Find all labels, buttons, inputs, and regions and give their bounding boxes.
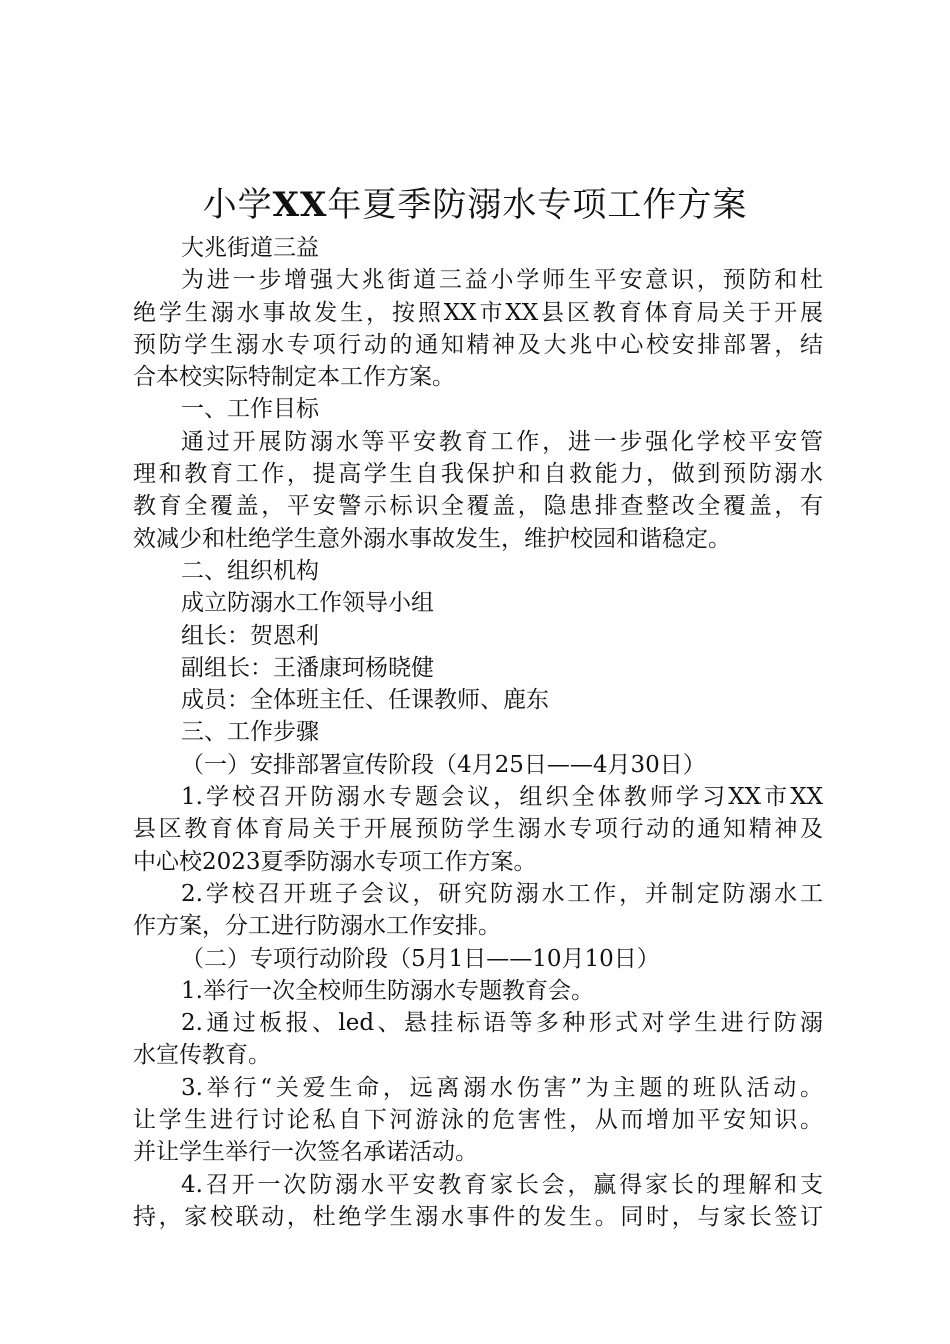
- paragraph-line: 理和教育工作，提高学生自我保护和自救能力，做到预防溺水: [133, 461, 823, 488]
- subsection-heading: （一）安排部署宣传阶段（4月25日——4月30日）: [181, 751, 706, 778]
- document-body: [133, 232, 823, 1233]
- title-prefix: 小学: [202, 185, 273, 225]
- paragraph-line: 教育全覆盖，平安警示标识全覆盖，隐患排查整改全覆盖，有: [133, 493, 823, 520]
- paragraph-line: 中心校2023夏季防溺水专项工作方案。: [133, 848, 537, 875]
- title-bold: XX: [272, 185, 328, 225]
- paragraph-line: 作方案，分工进行防溺水工作安排。: [133, 913, 501, 940]
- title-suffix: 年夏季防溺水专项工作方案: [327, 185, 748, 225]
- section-heading: 三、工作步骤: [181, 719, 319, 746]
- paragraph-line: 4.召开一次防溺水平安教育家长会，赢得家长的理解和支: [181, 1171, 823, 1198]
- paragraph-line: 3.举行“关爱生命，远离溺水伤害”为主题的班队活动。: [181, 1074, 823, 1101]
- paragraph-line: 效减少和杜绝学生意外溺水事故发生，维护校园和谐稳定。: [133, 525, 731, 552]
- subsection-heading: （二）专项行动阶段（5月1日——10月10日）: [181, 945, 660, 972]
- paragraph-line: 水宣传教育。: [133, 1042, 271, 1069]
- paragraph-line: 副组长：王潘康珂杨晓健: [181, 654, 434, 681]
- paragraph-line: 县区教育体育局关于开展预防学生溺水专项行动的通知精神及: [133, 816, 823, 843]
- paragraph-line: 让学生进行讨论私自下河游泳的危害性，从而增加平安知识。: [133, 1107, 823, 1134]
- section-heading: 二、组织机构: [181, 557, 319, 584]
- document-title: [0, 180, 950, 230]
- paragraph-line: 合本校实际特制定本工作方案。: [133, 364, 455, 391]
- paragraph-line: 2.通过板报、led、悬挂标语等多种形式对学生进行防溺: [181, 1010, 823, 1037]
- paragraph-line: 为进一步增强大兆街道三益小学师生平安意识，预防和杜: [181, 267, 823, 294]
- paragraph-line: 预防学生溺水专项行动的通知精神及大兆中心校安排部署，结: [133, 331, 823, 358]
- paragraph-line: 组长：贺恩利: [181, 622, 319, 649]
- paragraph-line: 绝学生溺水事故发生，按照XX市XX县区教育体育局关于开展: [133, 299, 823, 326]
- paragraph-line: 持，家校联动，杜绝学生溺水事件的发生。同时，与家长签订: [133, 1203, 823, 1230]
- paragraph-line: 1.学校召开防溺水专题会议，组织全体教师学习XX市XX: [181, 784, 823, 811]
- paragraph-line: 成员：全体班主任、任课教师、鹿东: [181, 687, 549, 714]
- paragraph-line: 通过开展防溺水等平安教育工作，进一步强化学校平安管: [181, 428, 823, 455]
- paragraph-line: 2.学校召开班子会议，研究防溺水工作，并制定防溺水工: [181, 880, 823, 907]
- paragraph-line: 1.举行一次全校师生防溺水专题教育会。: [181, 977, 594, 1004]
- author-line: 大兆街道三益: [181, 235, 319, 261]
- section-heading: 一、工作目标: [181, 396, 319, 423]
- paragraph-line: 成立防溺水工作领导小组: [181, 590, 434, 617]
- paragraph-line: 并让学生举行一次签名承诺活动。: [133, 1139, 478, 1166]
